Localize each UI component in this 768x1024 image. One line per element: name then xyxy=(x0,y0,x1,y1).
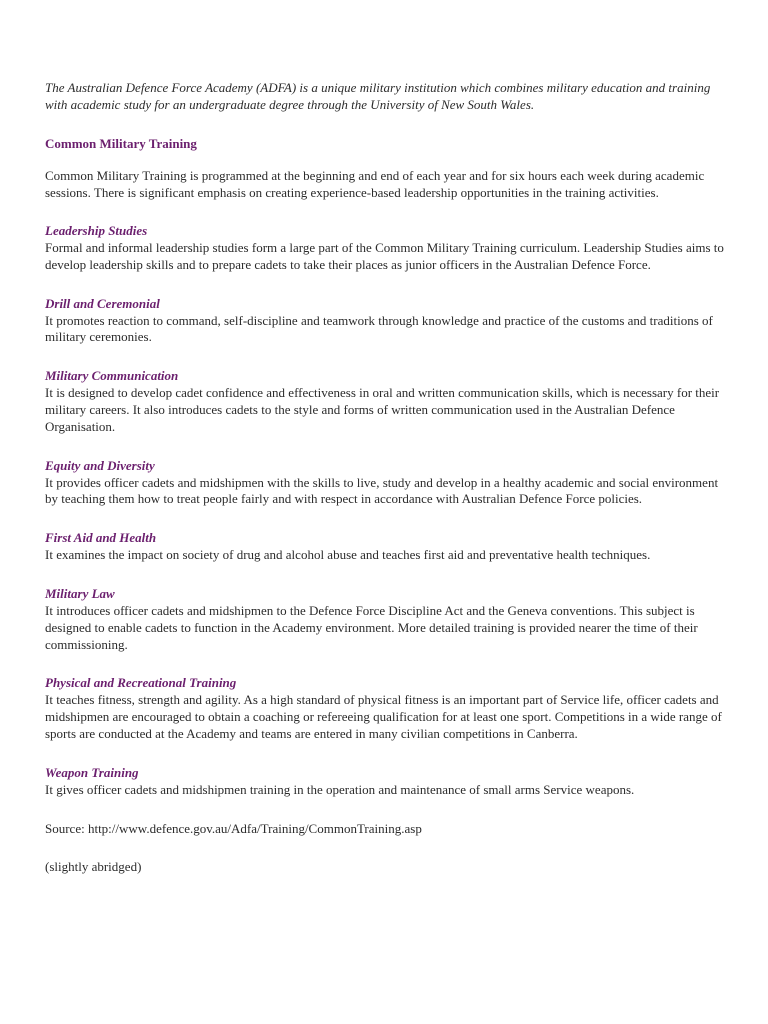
subsection-leadership-studies xyxy=(45,222,730,274)
subsection-text: Formal and informal leadership studies form a large part of the Common Military Training curriculum. Leadership Studies aims to develop leadership skills and to prepare cadets to take their places as junior officers in the Australian Defence Force. xyxy=(45,240,724,272)
source-citation: Source: http://www.defence.gov.au/Adfa/Training/CommonTraining.asp xyxy=(45,820,422,836)
subsection-first-aid-and-health xyxy=(45,529,730,564)
subsection-text: It is designed to develop cadet confidence and effectiveness in oral and written communication skills, which is necessary for their military careers. It also introduces cadets to the style and forms of written communication used in the Australian Defence Organisation. xyxy=(45,385,720,434)
subsection-text: It gives officer cadets and midshipmen training in the operation and maintenance of small arms Service weapons. xyxy=(45,781,635,797)
intro-paragraph: The Australian Defence Force Academy (ADFA) is a unique military institution which combines military education and training with academic study for an undergraduate degree through the University of New South Wales. xyxy=(45,80,711,112)
subsection-drill-and-ceremonial xyxy=(45,295,730,347)
subsection-text: It teaches fitness, strength and agility. As a high standard of physical fitness is an important part of Service life, officer cadets and midshipmen are encouraged to obtain a coaching or refereeing qualification for at least one sport. Competitions in a wide range of sports are conducted at the Academy and teams are entered in many civilian competitions in Canberra. xyxy=(45,692,722,741)
subsection-text: It provides officer cadets and midshipmen with the skills to live, study and develop in a healthy academic and social environment by teaching them how to treat people fairly and with respect in accordance with Australian Defence Force policies. xyxy=(45,474,719,507)
subsection-title: Equity and Diversity xyxy=(45,457,155,473)
subsection-title: Drill and Ceremonial xyxy=(45,295,160,311)
subsection-text: It introduces officer cadets and midshipmen to the Defence Force Discipline Act and the Geneva conventions. This subject is designed to enable cadets to function in the Academy environment. More detailed training is provided nearer the time of their commissioning. xyxy=(45,602,698,652)
subsection-title: Military Law xyxy=(45,585,115,601)
abridged-note: (slightly abridged) xyxy=(45,858,142,874)
subsection-military-communication xyxy=(45,367,730,435)
subsection-weapon-training xyxy=(45,764,730,799)
section-intro-text: Common Military Training is programmed at the beginning and end of each year and for six hours each week during academic sessions. There is significant emphasis on creating experience-based leadership opportunities in the training activities. xyxy=(45,168,705,200)
subsection-text: It examines the impact on society of drug and alcohol abuse and teaches first aid and preventative health techniques. xyxy=(45,547,651,563)
subsection-military-law xyxy=(45,585,730,653)
subsection-equity-and-diversity xyxy=(45,457,730,509)
subsection-title: Weapon Training xyxy=(45,764,139,780)
subsection-title: Leadership Studies xyxy=(45,223,148,238)
subsection-title: First Aid and Health xyxy=(45,530,157,546)
subsection-physical-and-recreational-training xyxy=(45,674,730,742)
subsection-text: It promotes reaction to command, self-discipline and teamwork through knowledge and practice of the customs and traditions of military ceremonies. xyxy=(45,312,713,345)
subsection-title: Military Communication xyxy=(45,368,179,384)
section-heading: Common Military Training xyxy=(45,136,197,151)
document-page xyxy=(45,79,730,875)
subsection-title: Physical and Recreational Training xyxy=(45,675,237,691)
